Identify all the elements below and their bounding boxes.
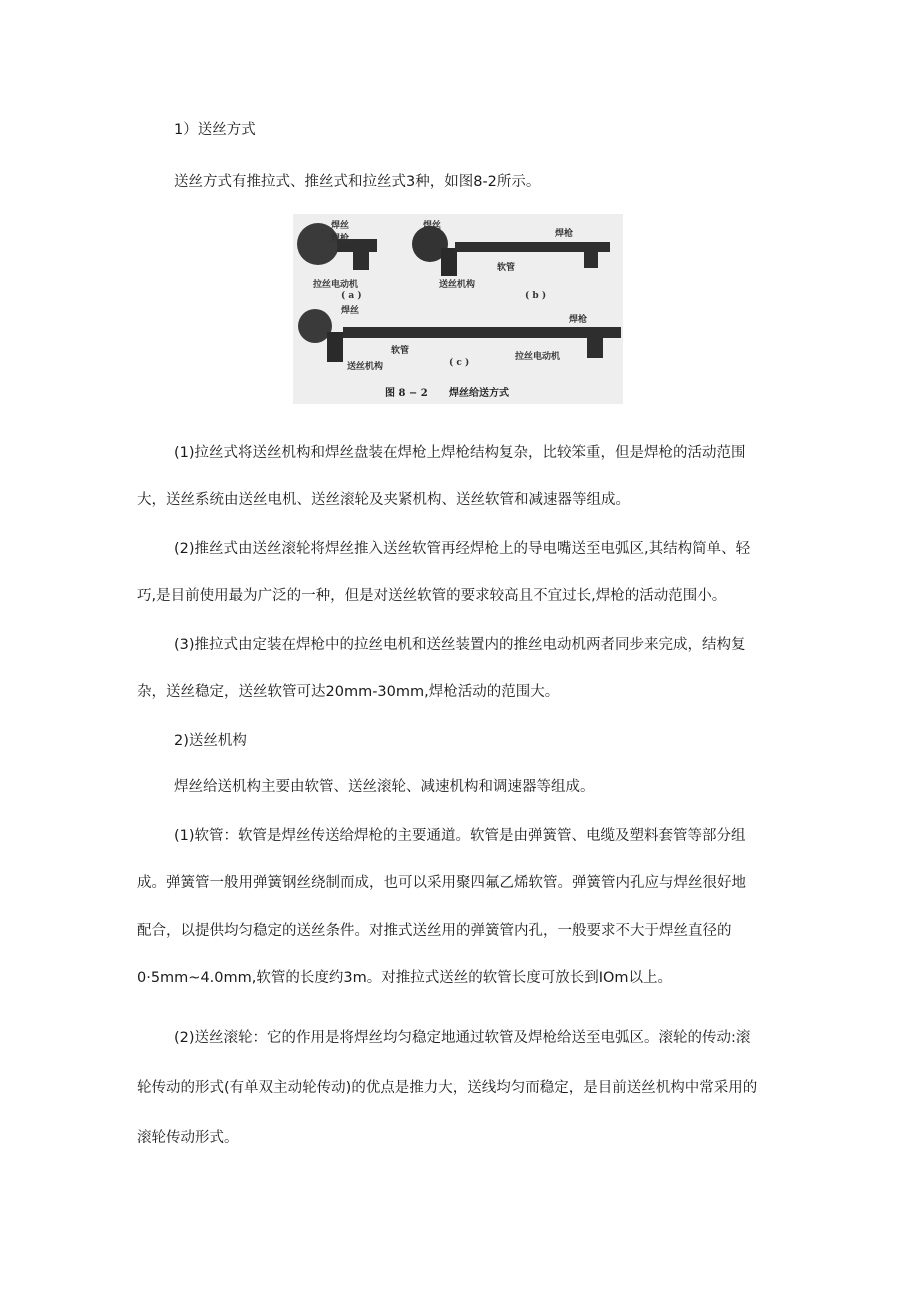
fig-b-label-3: 软管 xyxy=(497,263,516,273)
section1-heading: 1）送丝方式 xyxy=(174,122,256,138)
fig-b-label-1: 焊丝 xyxy=(423,221,442,231)
s2-p1-line3: 配合，以提供均匀稳定的送丝条件。对推式送丝用的弹簧管内孔，一般要求不大于焊丝直径的 xyxy=(137,923,732,939)
gun-handle-b xyxy=(584,250,598,268)
fig-c-label-4: 送丝机构 xyxy=(347,362,384,372)
fig-a-label-2: 焊枪 xyxy=(331,234,350,244)
figure-caption-text: 焊丝给送方式 xyxy=(449,388,509,399)
s1-p1-line1: (1)拉丝式将送丝机构和焊丝盘装在焊枪上焊枪结构复杂，比较笨重，但是焊枪的活动范围 xyxy=(174,445,746,461)
section2-intro: 焊丝给送机构主要由软管、送丝滚轮、减速机构和调速器等组成。 xyxy=(174,779,595,795)
s2-p1-line4: 0·5mm~4.0mm,软管的长度约3m。对推拉式送丝的软管长度可放长到IOm以上。 xyxy=(137,970,673,986)
feeder-c xyxy=(327,332,343,362)
s2-p2-line3: 滚轮传动形式。 xyxy=(137,1130,239,1146)
fig-c-label-1: 焊丝 xyxy=(341,306,360,316)
s1-p2-line1: (2)推丝式由送丝滚轮将焊丝推入送丝软管再经焊枪上的导电嘴送至电弧区,其结构简单、轻 xyxy=(174,541,751,557)
s1-p3-line1: (3)推拉式由定装在焊枪中的拉丝电机和送丝装置内的推丝电动机两者同步来完成，结构复 xyxy=(174,637,746,653)
fig-a-label-3: 拉丝电动机 xyxy=(313,280,359,290)
fig-c-label-2: 焊枪 xyxy=(569,315,588,325)
s1-p2-line2: 巧,是目前使用最为广泛的一种，但是对送丝软管的要求较高且不宜过长,焊枪的活动范围小。 xyxy=(137,588,727,604)
figure-caption-number: 图 8 − 2 xyxy=(385,388,428,399)
conduit-c xyxy=(343,327,621,338)
s1-p3-line2: 杂，送丝稳定，送丝软管可达20mm-30mm,焊枪活动的范围大。 xyxy=(137,684,560,700)
s2-p2-line1: (2)送丝滚轮：它的作用是将焊丝均匀稳定地通过软管及焊枪给送至电弧区。滚轮的传动:滚 xyxy=(174,1030,751,1046)
wire-feed-diagram xyxy=(293,214,623,404)
s2-p2-line2: 轮传动的形式(有单双主动轮传动)的优点是推力大，送线均匀而稳定，是目前送丝机构中常采用的 xyxy=(137,1080,758,1096)
gun-handle-a xyxy=(353,250,369,270)
feeder-b xyxy=(441,248,457,276)
fig-a-label-1: 焊丝 xyxy=(331,221,350,231)
s2-p1-line2: 成。弹簧管一般用弹簧钢丝绕制而成，也可以采用聚四氟乙烯软管。弹簧管内孔应与焊丝很好地 xyxy=(137,875,746,891)
fig-c-tag: ( c ) xyxy=(449,358,470,368)
fig-b-tag: ( b ) xyxy=(525,291,547,301)
fig-b-label-2: 焊枪 xyxy=(555,229,574,239)
fig-b-label-4: 送丝机构 xyxy=(439,280,476,290)
s2-p1-line1: (1)软管：软管是焊丝传送给焊枪的主要通道。软管是由弹簧管、电缆及塑料套管等部分组 xyxy=(174,828,746,844)
fig-a-tag: ( a ) xyxy=(341,291,362,301)
section2-heading: 2)送丝机构 xyxy=(174,733,247,749)
fig-c-label-5: 拉丝电动机 xyxy=(515,352,561,362)
fig-c-label-3: 软管 xyxy=(391,346,410,356)
s1-p1-line2: 大，送丝系统由送丝电机、送丝滚轮及夹紧机构、送丝软管和减速器等组成。 xyxy=(137,492,630,508)
wire-spool-c xyxy=(298,309,332,343)
section1-intro: 送丝方式有推拉式、推丝式和拉丝式3种，如图8-2所示。 xyxy=(174,174,541,190)
figure-8-2 xyxy=(293,214,623,404)
gun-handle-c xyxy=(587,336,603,358)
